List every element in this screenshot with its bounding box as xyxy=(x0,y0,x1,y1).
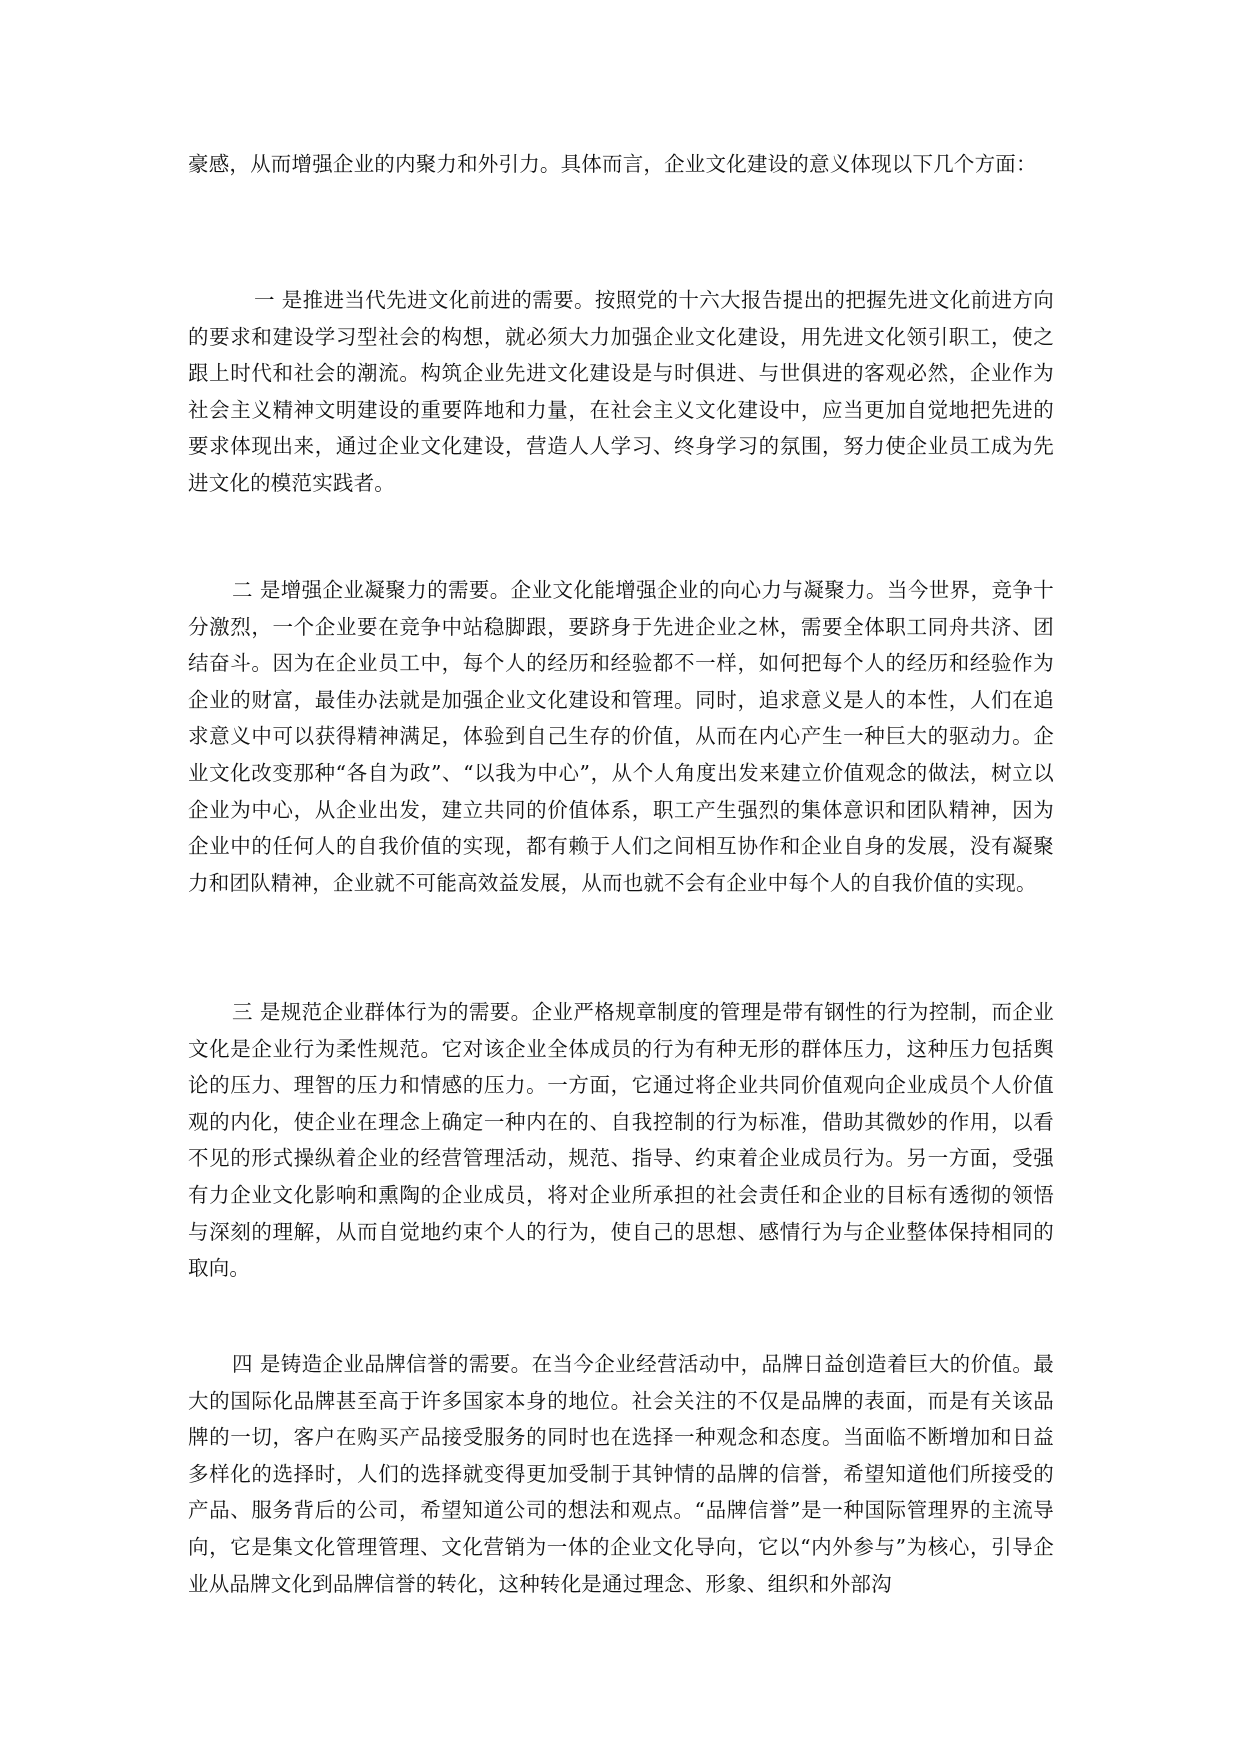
paragraph-point-two: 二 是增强企业凝聚力的需要。企业文化能增强企业的向心力与凝聚力。当今世界，竞争十分激烈，一个企业要在竞争中站稳脚跟，要跻身于先进企业之林，需要全体职工同舟共济、团结奋斗。因为在企业员工中，每个人的经历和经验都不一样，如何把每个人的经历和经验作为企业的财富，最佳办法就是加强企业文化建设和管理。同时，追求意义是人的本性，人们在追求意义中可以获得精神满足，体验到自己生存的价值，从而在内心产生一种巨大的驱动力。企业文化改变那种“各自为政”、“以我为中心”，从个人角度出发来建立价值观念的做法，树立以企业为中心，从企业出发，建立共同的价值体系，职工产生强烈的集体意识和团队精神，因为企业中的任何人的自我价值的实现，都有赖于人们之间相互协作和企业自身的发展，没有凝聚力和团队精神，企业就不可能高效益发展，从而也就不会有企业中每个人的自我价值的实现。 xyxy=(188,578,1054,895)
paragraph-intro-continuation: 豪感，从而增强企业的内聚力和外引力。具体而言，企业文化建设的意义体现以下几个方面： xyxy=(188,152,1037,176)
paragraph-point-one: 一 是推进当代先进文化前进的需要。按照党的十六大报告提出的把握先进文化前进方向的要求和建设学习型社会的构想，就必须大力加强企业文化建设，用先进文化领引职工，使之跟上时代和社会的潮流。构筑企业先进文化建设是与时俱进、与世俱进的客观必然，企业作为社会主义精神文明建设的重要阵地和力量，在社会主义文化建设中，应当更加自觉地把先进的要求体现出来，通过企业文化建设，营造人人学习、终身学习的氛围，努力使企业员工成为先进文化的模范实践者。 xyxy=(188,288,1054,495)
paragraph-point-four: 四 是铸造企业品牌信誉的需要。在当今企业经营活动中，品牌日益创造着巨大的价值。最大的国际化品牌甚至高于许多国家本身的地位。社会关注的不仅是品牌的表面，而是有关该品牌的一切，客户在购买产品接受服务的同时也在选择一种观念和态度。当面临不断增加和日益多样化的选择时，人们的选择就变得更加受制于其钟情的品牌的信誉，希望知道他们所接受的产品、服务背后的公司，希望知道公司的想法和观点。“品牌信誉”是一种国际管理界的主流导向，它是集文化管理管理、文化营销为一体的企业文化导向，它以“内外参与”为核心，引导企业从品牌文化到品牌信誉的转化，这种转化是通过理念、形象、组织和外部沟 xyxy=(188,1352,1054,1596)
paragraph-point-three: 三 是规范企业群体行为的需要。企业严格规章制度的管理是带有钢性的行为控制，而企业文化是企业行为柔性规范。它对该企业全体成员的行为有种无形的群体压力，这种压力包括舆论的压力、理智的压力和情感的压力。一方面，它通过将企业共同价值观向企业成员个人价值观的内化，使企业在理念上确定一种内在的、自我控制的行为标准，借助其微妙的作用，以看不见的形式操纵着企业的经营管理活动，规范、指导、约束着企业成员行为。另一方面，受强有力企业文化影响和熏陶的企业成员，将对企业所承担的社会责任和企业的目标有透彻的领悟与深刻的理解，从而自觉地约束个人的行为，使自己的思想、感情行为与企业整体保持相同的取向。 xyxy=(188,1000,1054,1281)
